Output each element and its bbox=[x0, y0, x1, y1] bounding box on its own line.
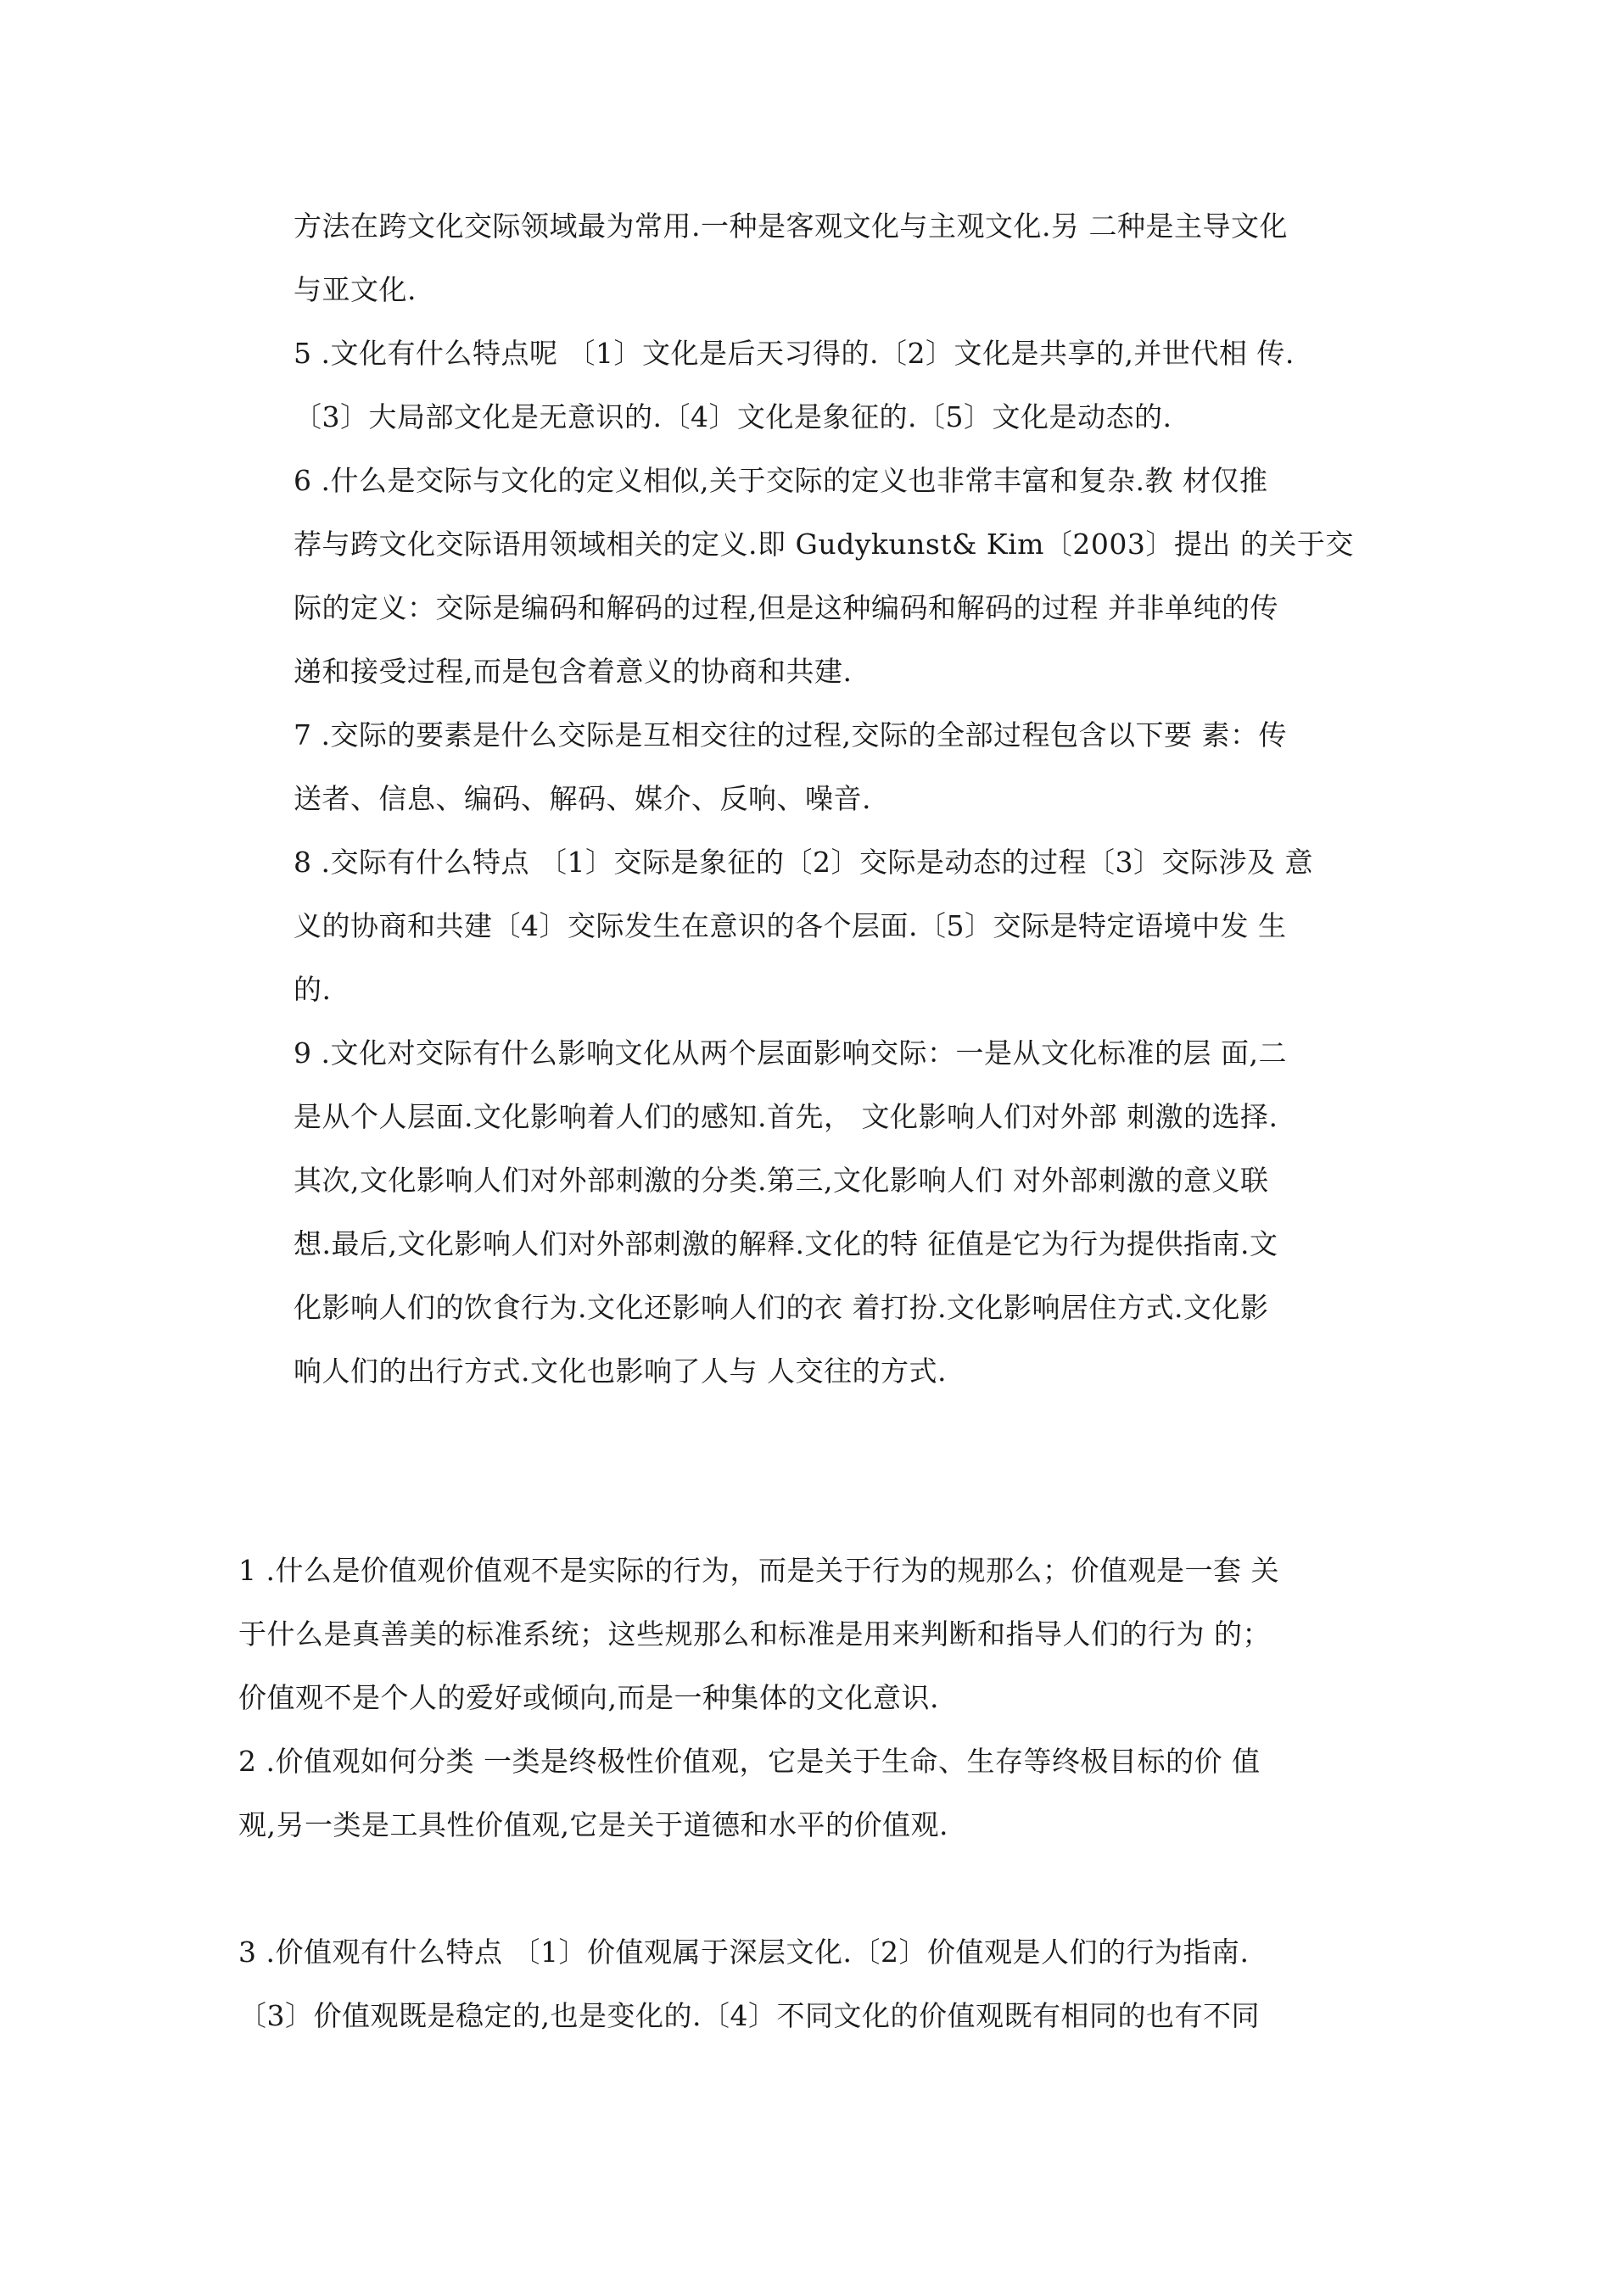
paragraph-line: 方法在跨文化交际领域最为常用.一种是客观文化与主观文化.另 二种是主导文化 bbox=[294, 209, 1288, 243]
paragraph-line: 的. bbox=[294, 973, 332, 1006]
paragraph-line: 3 .价值观有什么特点 〔1〕价值观属于深层文化.〔2〕价值观是人们的行为指南. bbox=[238, 1936, 1250, 1969]
paragraph-line: 是从个人层面.文化影响着人们的感知.首先， 文化影响人们对外部 刺激的选择. bbox=[294, 1100, 1278, 1133]
paragraph-line: 9 .文化对交际有什么影响文化从两个层面影响交际：一是从文化标准的层 面,二 bbox=[294, 1036, 1287, 1070]
paragraph-line: 〔3〕价值观既是稳定的,也是变化的.〔4〕不同文化的价值观既有相同的也有不同 bbox=[238, 1999, 1260, 2032]
paragraph-line: 想.最后,文化影响人们对外部刺激的解释.文化的特 征值是它为行为提供指南.文 bbox=[294, 1227, 1278, 1260]
paragraph-line: 7 .交际的要素是什么交际是互相交往的过程,交际的全部过程包含以下要 素：传 bbox=[294, 718, 1287, 751]
paragraph-line: 5 .文化有什么特点呢 〔1〕文化是后天习得的.〔2〕文化是共享的,并世代相 传. bbox=[294, 337, 1295, 370]
paragraph-line: 〔3〕大局部文化是无意识的.〔4〕文化是象征的.〔5〕文化是动态的. bbox=[294, 400, 1172, 433]
paragraph-line: 1 .什么是价值观价值观不是实际的行为，而是关于行为的规那么；价值观是一套 关 bbox=[238, 1554, 1279, 1587]
paragraph-line: 化影响人们的饮食行为.文化还影响人们的衣 着打扮.文化影响居住方式.文化影 bbox=[294, 1291, 1269, 1324]
paragraph-line: 响人们的出行方式.文化也影响了人与 人交往的方式. bbox=[294, 1355, 947, 1388]
paragraph-line: 6 .什么是交际与文化的定义相似,关于交际的定义也非常丰富和复杂.教 材仅推 bbox=[294, 464, 1268, 497]
paragraph-line: 观,另一类是工具性价值观,它是关于道德和水平的价值观. bbox=[238, 1808, 948, 1841]
paragraph-line: 递和接受过程,而是包含着意义的协商和共建. bbox=[294, 655, 853, 688]
paragraph-line: 际的定义：交际是编码和解码的过程,但是这种编码和解码的过程 并非单纯的传 bbox=[294, 591, 1278, 624]
paragraph-line: 义的协商和共建〔4〕交际发生在意识的各个层面.〔5〕交际是特定语境中发 生 bbox=[294, 909, 1287, 942]
paragraph-line: 价值观不是个人的爱好或倾向,而是一种集体的文化意识. bbox=[238, 1681, 939, 1714]
paragraph-line: 2 .价值观如何分类 一类是终极性价值观，它是关于生命、生存等终极目标的价 值 bbox=[238, 1745, 1261, 1778]
paragraph-line: 与亚文化. bbox=[294, 273, 417, 306]
paragraph-line: 荐与跨文化交际语用领域相关的定义.即 Gudykunst& Kim〔2003〕提出 的关于交 bbox=[294, 528, 1354, 561]
paragraph-line: 于什么是真善美的标准系统；这些规那么和标准是用来判断和指导人们的行为 的； bbox=[238, 1617, 1271, 1651]
paragraph-line: 其次,文化影响人们对外部刺激的分类.第三,文化影响人们 对外部刺激的意义联 bbox=[294, 1164, 1269, 1197]
paragraph-line: 8 .交际有什么特点 〔1〕交际是象征的〔2〕交际是动态的过程〔3〕交际涉及 意 bbox=[294, 846, 1313, 879]
paragraph-line: 送者、信息、编码、解码、媒介、反响、噪音. bbox=[294, 782, 871, 815]
